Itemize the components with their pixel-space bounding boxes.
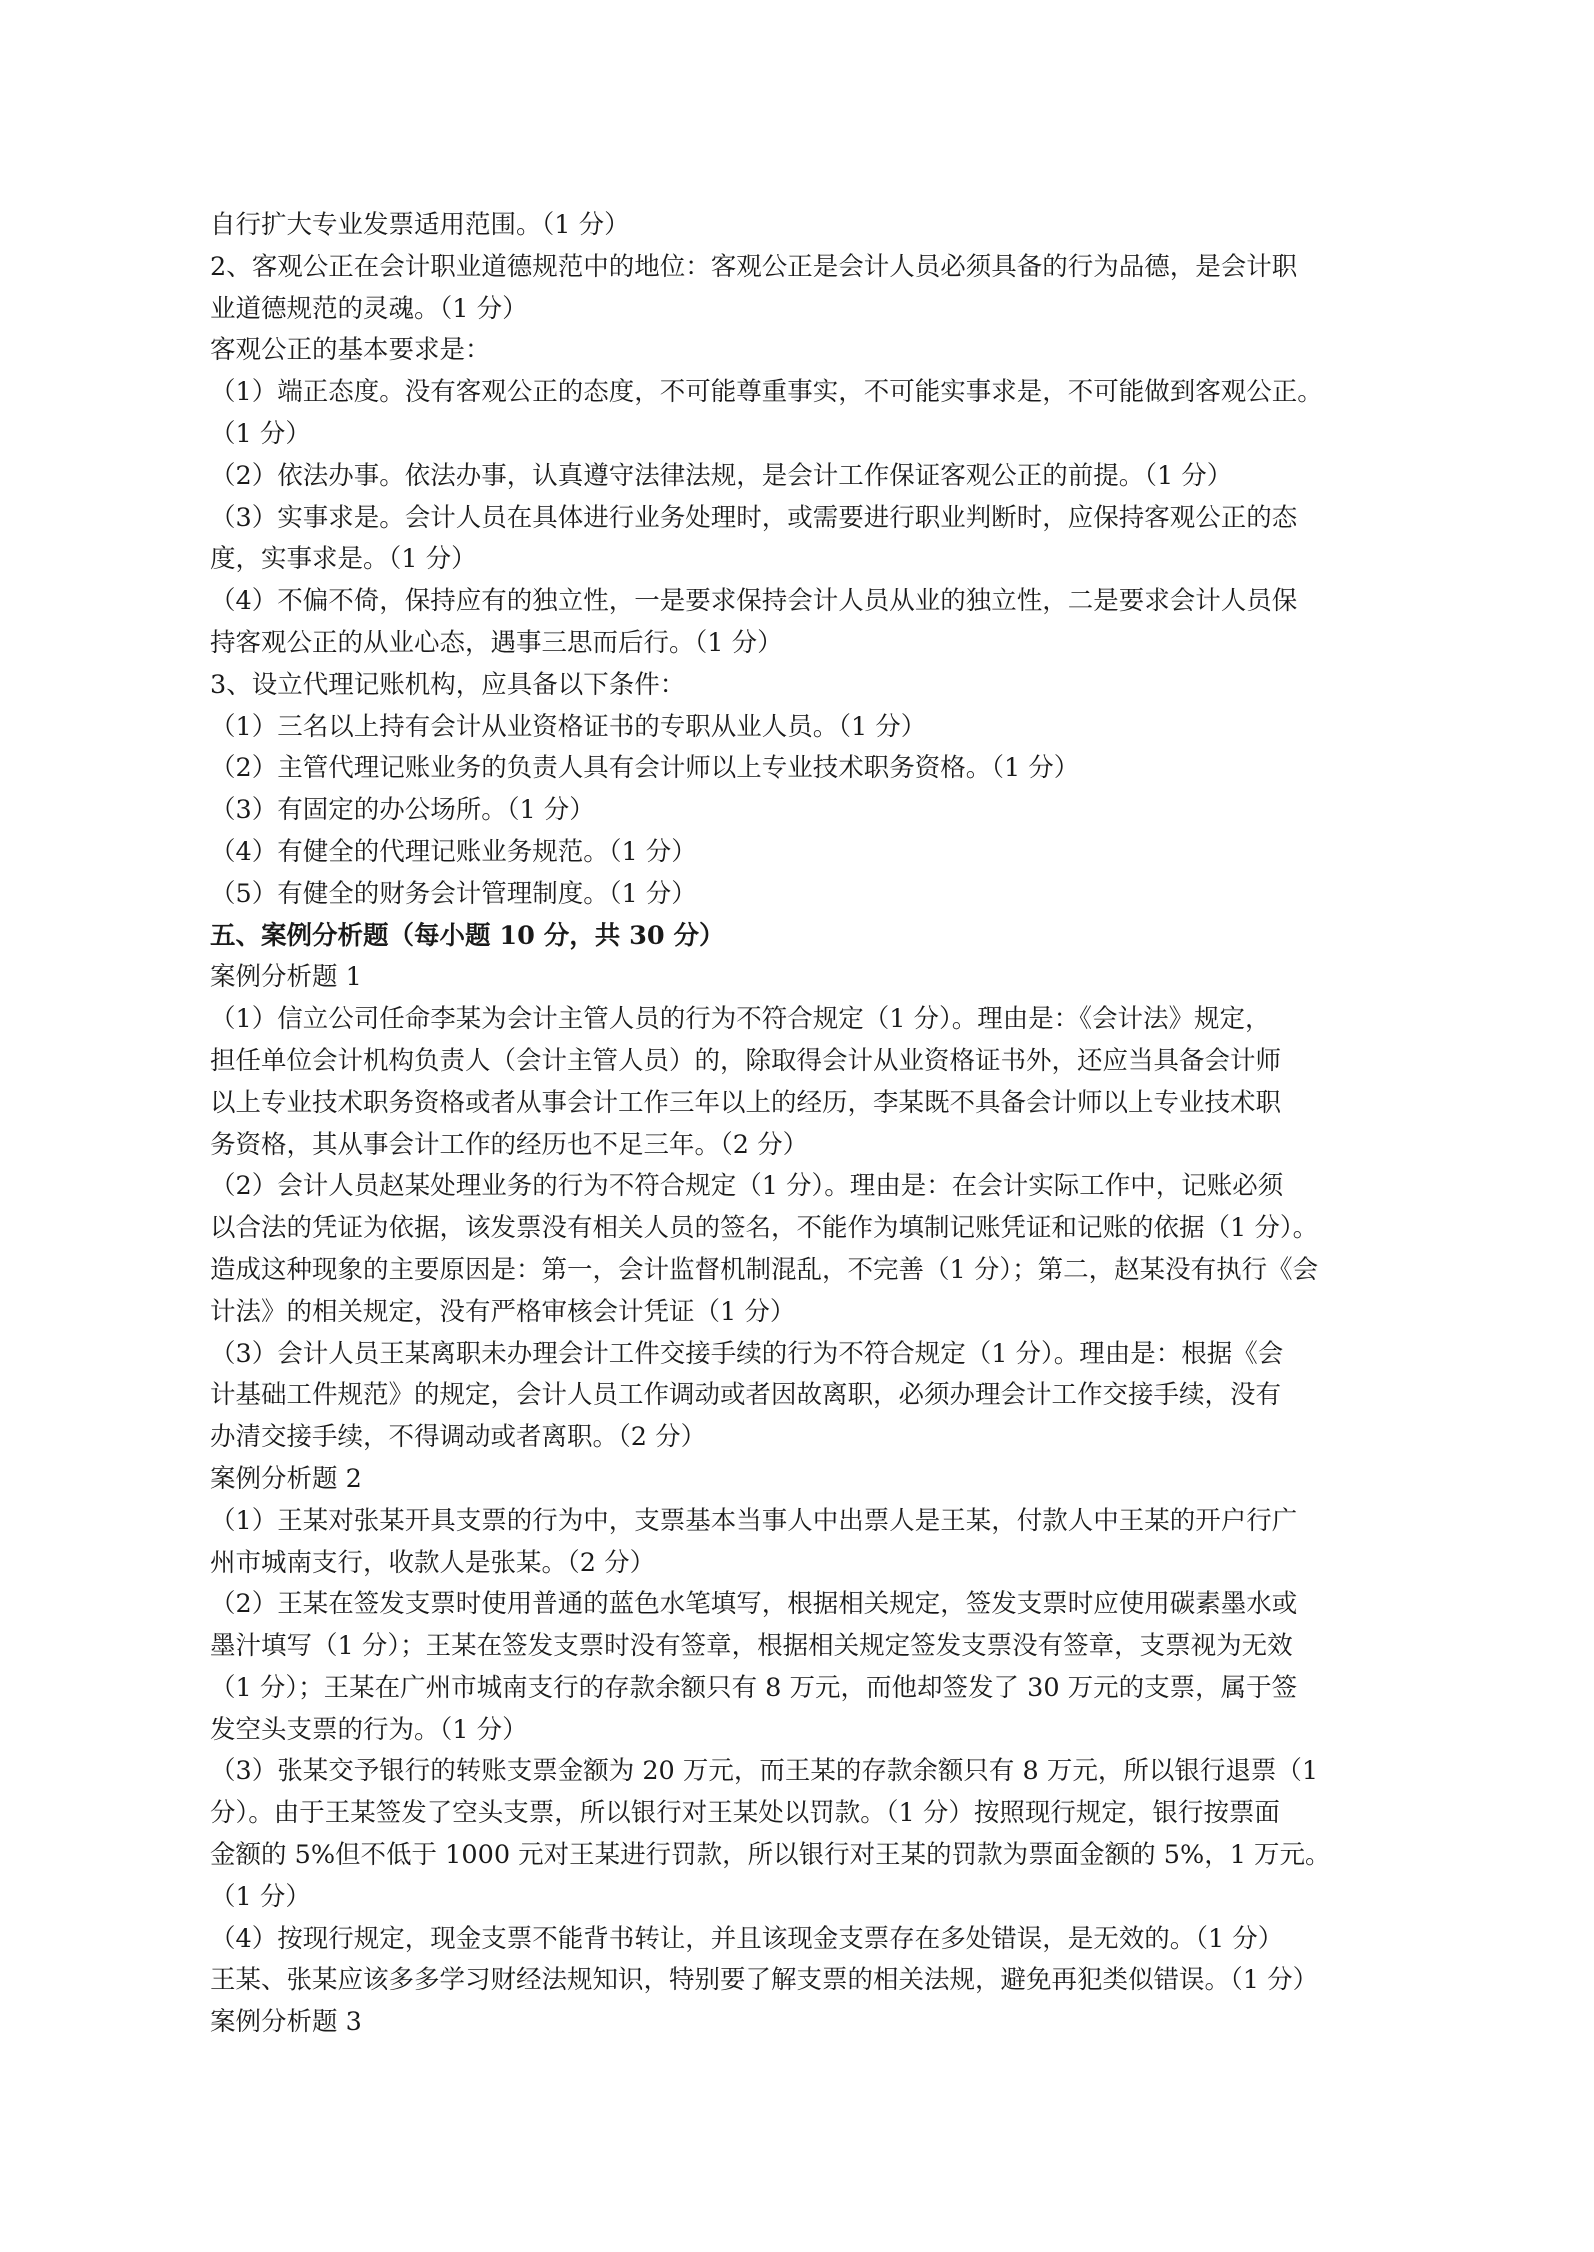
text-line: （1 分） bbox=[210, 1881, 311, 1912]
text-line: 2、客观公正在会计职业道德规范中的地位：客观公正是会计人员必须具备的行为品德，是会计职 bbox=[210, 251, 1298, 282]
text-line: （3）张某交予银行的转账支票金额为 20 万元，而王某的存款余额只有 8 万元，所以银行退票（1 bbox=[210, 1756, 1319, 1787]
text-line: （2）王某在签发支票时使用普通的蓝色水笔填写，根据相关规定，签发支票时应使用碳素墨水或 bbox=[210, 1589, 1298, 1620]
text-line: 金额的 5%但不低于 1000 元对王某进行罚款，所以银行对王某的罚款为票面金额的 5%，1 万元。 bbox=[210, 1840, 1331, 1871]
text-line: 度，实事求是。（1 分） bbox=[210, 544, 477, 575]
text-line: （3）会计人员王某离职未办理会计工件交接手续的行为不符合规定（1 分）。理由是：根据《会 bbox=[210, 1338, 1284, 1369]
text-line: （1）三名以上持有会计从业资格证书的专职从业人员。（1 分） bbox=[210, 711, 927, 742]
text-line: 造成这种现象的主要原因是：第一，会计监督机制混乱，不完善（1 分）；第二，赵某没有执行《会 bbox=[210, 1254, 1319, 1285]
text-line: 王某、张某应该多多学习财经法规知识，特别要了解支票的相关法规，避免再犯类似错误。（1 分） bbox=[210, 1965, 1319, 1996]
text-line: 墨汁填写（1 分）；王某在签发支票时没有签章，根据相关规定签发支票没有签章，支票视为无效 bbox=[210, 1631, 1293, 1662]
text-line: 自行扩大专业发票适用范围。（1 分） bbox=[210, 210, 630, 240]
text-line: （2）会计人员赵某处理业务的行为不符合规定（1 分）。理由是：在会计实际工作中，记账必须 bbox=[210, 1171, 1284, 1202]
text-line: （2）依法办事。依法办事，认真遵守法律法规，是会计工作保证客观公正的前提。（1 分） bbox=[210, 460, 1233, 491]
text-line: 州市城南支行，收款人是张某。（2 分） bbox=[210, 1547, 656, 1578]
text-line: （1）信立公司任命李某为会计主管人员的行为不符合规定（1 分）。理由是：《会计法》规定， bbox=[210, 1004, 1271, 1035]
text-line: （3）实事求是。会计人员在具体进行业务处理时，或需要进行职业判断时，应保持客观公正的态 bbox=[210, 502, 1298, 533]
section-heading: 五、案例分析题（每小题 10 分，共 30 分） bbox=[210, 920, 725, 951]
text-line: 发空头支票的行为。（1 分） bbox=[210, 1714, 528, 1745]
text-line: （1）端正态度。没有客观公正的态度，不可能尊重事实，不可能实事求是，不可能做到客观公正。 bbox=[210, 377, 1323, 408]
text-line: 计基础工件规范》的规定，会计人员工作调动或者因故离职，必须办理会计工作交接手续，没有 bbox=[210, 1380, 1282, 1411]
text-line: 案例分析题 3 bbox=[210, 2007, 362, 2038]
document-body bbox=[210, 205, 1395, 2044]
text-line: （4）按现行规定，现金支票不能背书转让，并且该现金支票存在多处错误，是无效的。（1 分） bbox=[210, 1923, 1284, 1954]
text-line: （4）不偏不倚，保持应有的独立性，一是要求保持会计人员从业的独立性，二是要求会计人员保 bbox=[210, 586, 1298, 617]
text-line: 案例分析题 2 bbox=[210, 1463, 362, 1494]
text-line: 业道德规范的灵魂。（1 分） bbox=[210, 293, 528, 324]
text-line: 务资格，其从事会计工作的经历也不足三年。（2 分） bbox=[210, 1129, 809, 1160]
text-line: 3、设立代理记账机构，应具备以下条件： bbox=[210, 669, 686, 700]
text-line: 持客观公正的从业心态，遇事三思而后行。（1 分） bbox=[210, 627, 783, 658]
text-line: （4）有健全的代理记账业务规范。（1 分） bbox=[210, 836, 697, 867]
text-line: （1 分）；王某在广州市城南支行的存款余额只有 8 万元，而他却签发了 30 万元的支票，属于签 bbox=[210, 1672, 1298, 1703]
text-line: （5）有健全的财务会计管理制度。（1 分） bbox=[210, 878, 697, 909]
text-line: 案例分析题 1 bbox=[210, 962, 362, 993]
text-line: 计法》的相关规定，没有严格审核会计凭证（1 分） bbox=[210, 1296, 796, 1327]
text-line: 客观公正的基本要求是： bbox=[210, 335, 491, 366]
text-line: 以上专业技术职务资格或者从事会计工作三年以上的经历，李某既不具备会计师以上专业技术职 bbox=[210, 1087, 1282, 1118]
text-line: 办清交接手续，不得调动或者离职。（2 分） bbox=[210, 1422, 707, 1453]
text-line: （1）王某对张某开具支票的行为中，支票基本当事人中出票人是王某，付款人中王某的开户行广 bbox=[210, 1505, 1298, 1536]
text-line: 分）。由于王某签发了空头支票，所以银行对王某处以罚款。（1 分）按照现行规定，银行按票面 bbox=[210, 1798, 1280, 1829]
text-line: （3）有固定的办公场所。（1 分） bbox=[210, 795, 595, 826]
text-line: 以合法的凭证为依据，该发票没有相关人员的签名，不能作为填制记账凭证和记账的依据（1 分）。 bbox=[210, 1213, 1319, 1244]
text-line: 担任单位会计机构负责人（会计主管人员）的，除取得会计从业资格证书外，还应当具备会计师 bbox=[210, 1045, 1282, 1076]
text-line: （1 分） bbox=[210, 418, 311, 449]
text-line: （2）主管代理记账业务的负责人具有会计师以上专业技术职务资格。（1 分） bbox=[210, 753, 1080, 784]
